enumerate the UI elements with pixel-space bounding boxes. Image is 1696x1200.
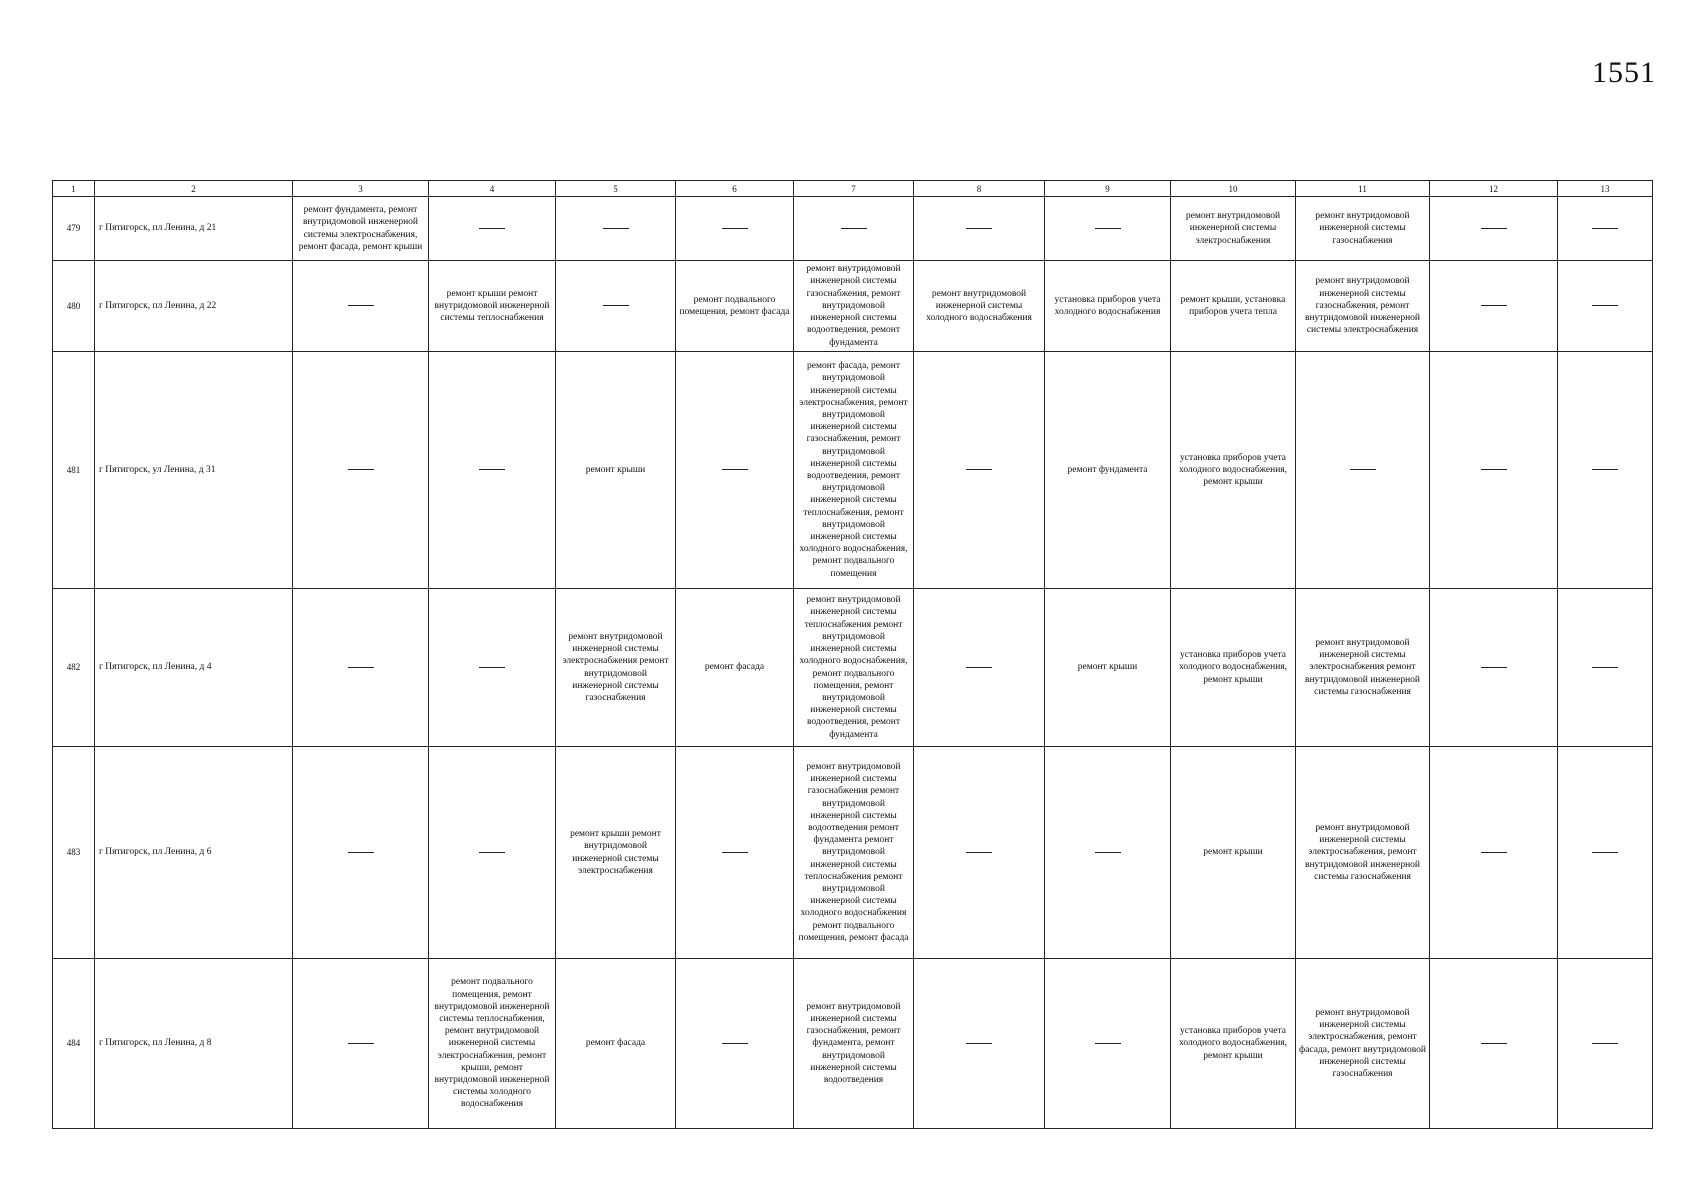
page-number: 1551	[1592, 56, 1656, 89]
table-row	[53, 261, 1653, 352]
work-cell: ремонт крыши, установка приборов учета тепла	[1171, 261, 1296, 352]
dash-mark	[1592, 305, 1618, 306]
dash-mark	[1592, 667, 1618, 668]
dash-mark	[479, 228, 505, 229]
dash-mark	[603, 228, 629, 229]
empty-cell	[1558, 589, 1653, 747]
empty-cell	[293, 589, 429, 747]
work-cell: ремонт крыши	[1045, 589, 1171, 747]
dash-mark	[841, 228, 867, 229]
work-cell: ремонт крыши	[1171, 747, 1296, 959]
work-cell: ремонт крыши ремонт внутридомовой инженерной системы электроснабжения	[556, 747, 676, 959]
empty-cell	[1558, 197, 1653, 261]
address-cell: г Пятигорск, пл Ленина, д 6	[95, 747, 293, 959]
dash-mark	[722, 852, 748, 853]
table-row	[53, 747, 1653, 959]
empty-cell	[556, 261, 676, 352]
empty-cell	[914, 589, 1045, 747]
empty-cell	[676, 747, 794, 959]
dash-mark	[1095, 228, 1121, 229]
empty-cell	[914, 747, 1045, 959]
empty-cell	[293, 959, 429, 1129]
work-cell: ремонт внутридомовой инженерной системы газоснабжения, ремонт внутридомовой инженерной системы электроснабжения	[1296, 261, 1430, 352]
dash-mark	[479, 852, 505, 853]
column-header: 3	[293, 181, 429, 197]
dash-mark	[1481, 469, 1507, 470]
work-cell: установка приборов учета холодного водоснабжения, ремонт крыши	[1171, 589, 1296, 747]
dash-mark	[348, 305, 374, 306]
empty-cell	[1296, 352, 1430, 589]
empty-cell	[1430, 261, 1558, 352]
row-number: 480	[53, 261, 95, 352]
dash-mark	[1592, 228, 1618, 229]
table-row	[53, 352, 1653, 589]
empty-cell	[1430, 959, 1558, 1129]
empty-cell	[1430, 197, 1558, 261]
empty-cell	[429, 747, 556, 959]
dash-mark	[348, 852, 374, 853]
dash-mark	[348, 667, 374, 668]
work-cell: установка приборов учета холодного водоснабжения, ремонт крыши	[1171, 959, 1296, 1129]
row-number: 482	[53, 589, 95, 747]
column-header: 8	[914, 181, 1045, 197]
column-header: 9	[1045, 181, 1171, 197]
address-cell: г Пятигорск, пл Ленина, д 21	[95, 197, 293, 261]
dash-mark	[1481, 667, 1507, 668]
empty-cell	[794, 197, 914, 261]
empty-cell	[293, 352, 429, 589]
dash-mark	[966, 1043, 992, 1044]
empty-cell	[1558, 261, 1653, 352]
empty-cell	[676, 959, 794, 1129]
work-cell: ремонт внутридомовой инженерной системы теплоснабжения ремонт внутридомовой инженерной системы холодного водоснабжения, ремонт подвального помещения, ремонт внутридомовой инженерной системы водоотведения, ремонт фундамента	[794, 589, 914, 747]
column-header: 6	[676, 181, 794, 197]
empty-cell	[676, 352, 794, 589]
address-cell: г Пятигорск, пл Ленина, д 8	[95, 959, 293, 1129]
dash-mark	[1481, 1043, 1507, 1044]
work-cell: ремонт внутридомовой инженерной системы газоснабжения ремонт внутридомовой инженерной системы водоотведения ремонт фундамента ремонт внутридомовой инженерной системы теплоснабжения ремонт внутридомовой инженерной системы холодного водоснабжения ремонт подвального помещения, ремонт фасада	[794, 747, 914, 959]
empty-cell	[1430, 747, 1558, 959]
address-cell: г Пятигорск, пл Ленина, д 22	[95, 261, 293, 352]
dash-mark	[1350, 469, 1376, 470]
column-header: 13	[1558, 181, 1653, 197]
empty-cell	[914, 352, 1045, 589]
dash-mark	[479, 667, 505, 668]
work-cell: ремонт внутридомовой инженерной системы газоснабжения, ремонт фундамента, ремонт внутридомовой инженерной системы водоотведения	[794, 959, 914, 1129]
dash-mark	[1481, 305, 1507, 306]
work-cell: ремонт крыши	[556, 352, 676, 589]
empty-cell	[1558, 959, 1653, 1129]
table-row	[53, 589, 1653, 747]
work-cell: ремонт внутридомовой инженерной системы газоснабжения, ремонт внутридомовой инженерной системы водоотведения, ремонт фундамента	[794, 261, 914, 352]
column-header: 12	[1430, 181, 1558, 197]
dash-mark	[722, 469, 748, 470]
dash-mark	[1095, 852, 1121, 853]
empty-cell	[1045, 197, 1171, 261]
work-cell: ремонт внутридомовой инженерной системы холодного водоснабжения	[914, 261, 1045, 352]
work-cell: ремонт внутридомовой инженерной системы электроснабжения	[1171, 197, 1296, 261]
row-number: 479	[53, 197, 95, 261]
work-cell: ремонт фундамента	[1045, 352, 1171, 589]
row-number: 484	[53, 959, 95, 1129]
dash-mark	[722, 1043, 748, 1044]
empty-cell	[914, 959, 1045, 1129]
empty-cell	[293, 747, 429, 959]
address-cell: г Пятигорск, пл Ленина, д 4	[95, 589, 293, 747]
column-number-row	[53, 181, 1653, 197]
empty-cell	[556, 197, 676, 261]
empty-cell	[1045, 959, 1171, 1129]
column-header: 11	[1296, 181, 1430, 197]
row-number: 483	[53, 747, 95, 959]
work-cell: ремонт внутридомовой инженерной системы электроснабжения, ремонт фасада, ремонт внутридомовой инженерной системы газоснабжения	[1296, 959, 1430, 1129]
empty-cell	[429, 589, 556, 747]
work-cell: ремонт фасада	[556, 959, 676, 1129]
dash-mark	[1592, 852, 1618, 853]
column-header: 10	[1171, 181, 1296, 197]
dash-mark	[1592, 1043, 1618, 1044]
work-cell: ремонт внутридомовой инженерной системы электроснабжения, ремонт внутридомовой инженерной системы газоснабжения	[1296, 747, 1430, 959]
column-header: 5	[556, 181, 676, 197]
dash-mark	[966, 228, 992, 229]
dash-mark	[1481, 228, 1507, 229]
empty-cell	[1430, 589, 1558, 747]
empty-cell	[429, 352, 556, 589]
dash-mark	[1095, 1043, 1121, 1044]
work-cell: ремонт подвального помещения, ремонт внутридомовой инженерной системы теплоснабжения, ремонт внутридомовой инженерной системы электроснабжения, ремонт крыши, ремонт внутридомовой инженерной системы холодного водоснабжения	[429, 959, 556, 1129]
work-cell: ремонт фасада, ремонт внутридомовой инженерной системы электроснабжения, ремонт внутридомовой инженерной системы газоснабжения, ремонт внутридомовой инженерной системы водоотведения, ремонт внутридомовой инженерной системы теплоснабжения, ремонт внутридомовой инженерной системы холодного водоснабжения, ремонт подвального помещения	[794, 352, 914, 589]
work-cell: ремонт фундамента, ремонт внутридомовой инженерной системы электроснабжения, ремонт фасада, ремонт крыши	[293, 197, 429, 261]
dash-mark	[479, 469, 505, 470]
work-cell: установка приборов учета холодного водоснабжения	[1045, 261, 1171, 352]
dash-mark	[348, 1043, 374, 1044]
table-body	[53, 197, 1653, 1129]
work-cell: ремонт фасада	[676, 589, 794, 747]
empty-cell	[429, 197, 556, 261]
work-cell: ремонт внутридомовой инженерной системы электроснабжения ремонт внутридомовой инженерной системы газоснабжения	[556, 589, 676, 747]
column-header: 4	[429, 181, 556, 197]
dash-mark	[966, 469, 992, 470]
table-row	[53, 959, 1653, 1129]
work-cell: ремонт внутридомовой инженерной системы газоснабжения	[1296, 197, 1430, 261]
column-header: 7	[794, 181, 914, 197]
dash-mark	[722, 228, 748, 229]
work-cell: ремонт внутридомовой инженерной системы электроснабжения ремонт внутридомовой инженерной системы газоснабжения	[1296, 589, 1430, 747]
dash-mark	[966, 667, 992, 668]
dash-mark	[603, 305, 629, 306]
empty-cell	[1558, 747, 1653, 959]
dash-mark	[348, 469, 374, 470]
address-cell: г Пятигорск, ул Ленина, д 31	[95, 352, 293, 589]
dash-mark	[1592, 469, 1618, 470]
empty-cell	[1558, 352, 1653, 589]
dash-mark	[1481, 852, 1507, 853]
work-cell: ремонт крыши ремонт внутридомовой инженерной системы теплоснабжения	[429, 261, 556, 352]
empty-cell	[293, 261, 429, 352]
column-header: 1	[53, 181, 95, 197]
repair-schedule-table	[52, 180, 1652, 1129]
work-cell: установка приборов учета холодного водоснабжения, ремонт крыши	[1171, 352, 1296, 589]
empty-cell	[1430, 352, 1558, 589]
row-number: 481	[53, 352, 95, 589]
empty-cell	[676, 197, 794, 261]
column-header: 2	[95, 181, 293, 197]
table-row	[53, 197, 1653, 261]
empty-cell	[1045, 747, 1171, 959]
dash-mark	[966, 852, 992, 853]
empty-cell	[914, 197, 1045, 261]
work-cell: ремонт подвального помещения, ремонт фасада	[676, 261, 794, 352]
